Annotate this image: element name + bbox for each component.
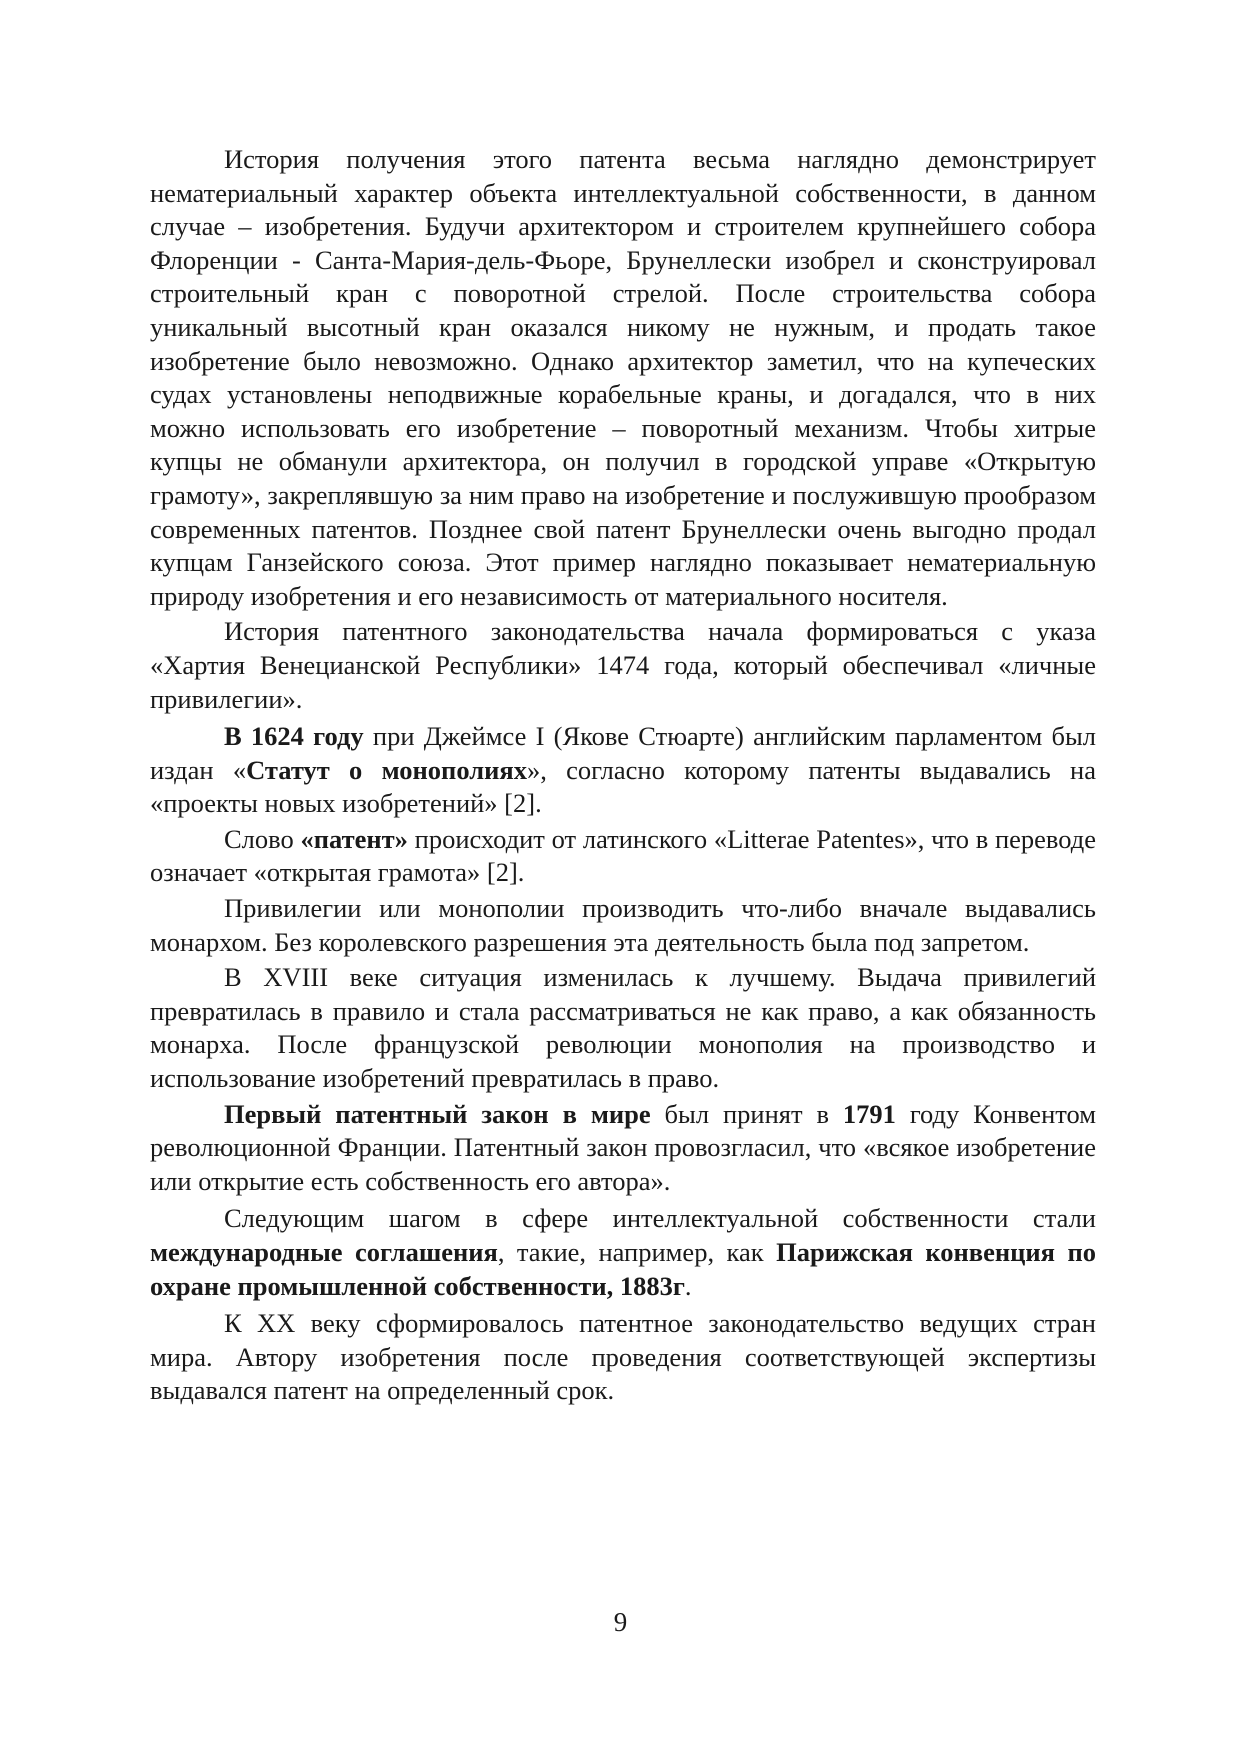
text-run: К XX веку сформировалось патентное законодательство ведущих стран мира. Автору изобретения после проведения соответствующей экспертизы выдавался патент на определенный срок.	[150, 1308, 1096, 1406]
bold-run: «патент»	[300, 823, 408, 854]
text-run: при Джеймсе I (Якове Стюарте) английским парламентом был издан «	[150, 721, 1096, 785]
paragraph-xviii-century	[150, 961, 1096, 1095]
text-run: История получения этого патента весьма наглядно демонстрирует нематериальный характер объекта интеллектуальной собственности, в данном случае – изобретения. Будучи архитектором и строителем крупнейшего собора Флоренции - Санта-Мария-дель-Фьоре, Брунеллески изобрел и сконструировал строительный кран с поворотной стрелой. После строительства собора уникальный высотный кран оказался никому не нужным, и продать такое изобретение было невозможно. Однако архитектор заметил, что на купеческих судах установлены неподвижные корабельные краны, и догадался, что в них можно использовать его изобретение – поворотный механизм. Чтобы хитрые купцы не обманули архитектора, он получил в городской управе «Открытую грамоту», закреплявшую за ним право на изобретение и послужившую прообразом современных патентов. Позднее свой патент Брунеллески очень выгодно продал купцам Ганзейского союза. Этот пример наглядно показывает нематериальную природу изобретения и его независимость от материального носителя.	[150, 144, 1096, 611]
paragraph-xx-century	[150, 1307, 1096, 1408]
text-run: .	[684, 1270, 692, 1301]
text-run: История патентного законодательства начала формироваться с указа «Хартия Венецианской Республики» 1474 года, который обеспечивал «личные привилегии».	[150, 616, 1096, 714]
paragraph-venice-charter	[150, 615, 1096, 716]
text-run: Слово	[224, 823, 301, 854]
body-text	[150, 143, 1096, 1408]
bold-run: Парижская конвенция по охране промышленной собственности, 1883г	[150, 1237, 1096, 1301]
paragraph-privileges	[150, 892, 1096, 959]
paragraph-paris-convention	[150, 1202, 1096, 1303]
text-run: был принят в	[650, 1098, 843, 1129]
bold-run: международные соглашения	[150, 1237, 498, 1267]
text-run: В XVIII веке ситуация изменилась к лучшему. Выдача привилегий превратилась в правило и стала рассматриваться не как право, а как обязанность монарха. После французской революции монополия на производство и использование изобретений превратилась в право.	[150, 962, 1096, 1094]
paragraph-first-patent-law	[150, 1098, 1096, 1199]
paragraph-word-patent	[150, 823, 1096, 890]
text-run: Следующим шагом в сфере интеллектуальной собственности стали	[224, 1203, 1096, 1234]
bold-run: Первый патентный закон в мире	[224, 1098, 651, 1129]
text-run: году Конвентом революционной Франции. Патентный закон провозгласил, что «всякое изобретение или открытие есть собственность его автора».	[150, 1098, 1097, 1196]
paragraph-brunelleschi	[150, 143, 1096, 613]
bold-run: 1791	[842, 1098, 896, 1129]
text-run: происходит от латинского «Litterae Patentes», что в переводе означает «открытая грамота» [2].	[150, 823, 1096, 888]
paragraph-statute-of-monopolies	[150, 720, 1096, 821]
page-number: 9	[613, 1607, 628, 1637]
text-run: Привилегии или монополии производить что-либо вначале выдавались монархом. Без королевского разрешения эта деятельность была под запретом.	[150, 893, 1096, 957]
bold-run: В 1624 году	[224, 721, 364, 752]
text-run: », согласно которому патенты выдавались на «проекты новых изобретений» [2].	[150, 754, 1096, 819]
bold-run: Статут о монополиях	[246, 754, 527, 785]
text-run: , такие, например, как	[497, 1237, 777, 1267]
